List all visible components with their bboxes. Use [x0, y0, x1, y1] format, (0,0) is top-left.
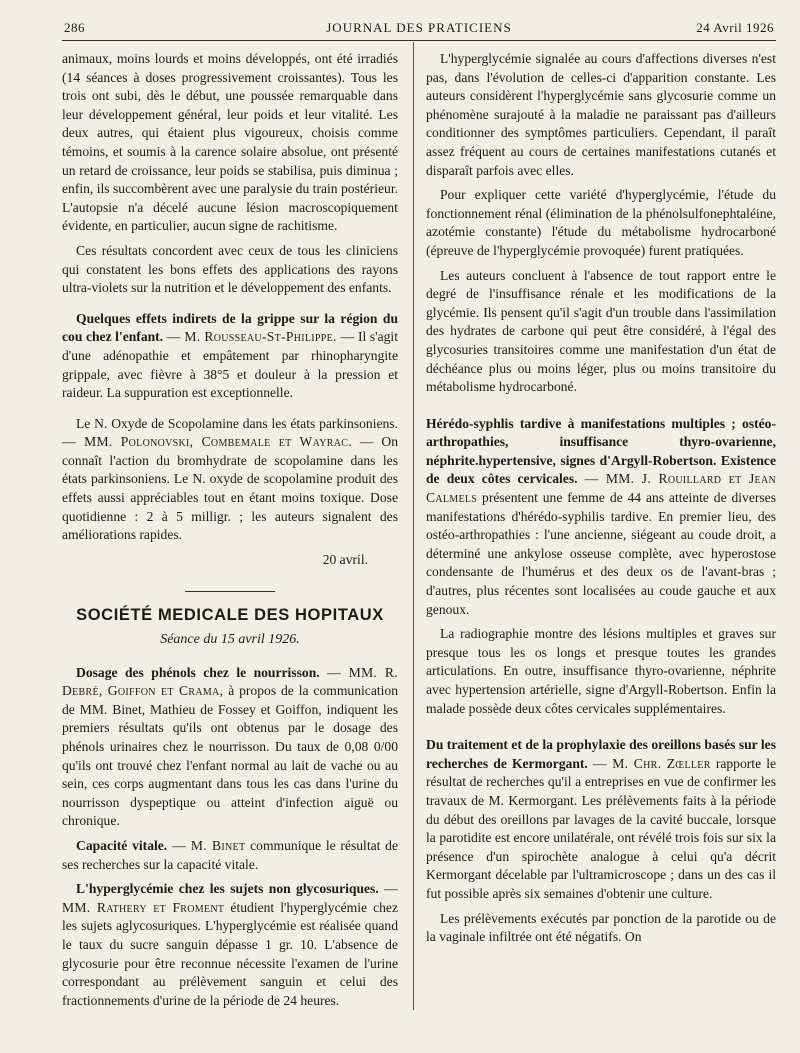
article-author: — MM. Rathery et Froment — [62, 881, 398, 915]
journal-title: JOURNAL DES PRATICIENS — [326, 20, 512, 35]
article-title: Le N. Oxyde de Scopolamine dans les états parkinsoniens. — [76, 415, 398, 431]
running-header — [64, 20, 774, 42]
paragraph: Les auteurs concluent à l'absence de tout rapport entre le degré de l'insuffisance rénale et les modifications de la glycémie. Ils pensent qu'il s'agit d'un trouble dans l'assimilation des hydrates de carbone qui peut être considéré, à l'égal des glycosuries transitoires comme une manifestation d'un état de déchéance plus ou moins léger, plus ou moins transitoire du métabolisme hydrocarboné. — [426, 267, 776, 395]
article-text: présentent une femme de 44 ans atteinte de diverses manifestations d'hérédo-syphilis tardive. En premier lieu, des ostéo-arthropathies : l'une ancienne, siégeant au coude droit, a déterminé une ankylose osseuse complète, avec hyperostose condensante de l'humérus et des deux os de l'avant-bras ; d'autres, plus récentes sont localisées au coude gauche et aux genoux. — [426, 490, 776, 617]
article-author: — MM. Polonovski, Combemale et Wayrac. — [62, 434, 352, 450]
article-author: — M. Rousseau-St-Philippe. — — [166, 329, 355, 345]
article-author: — M. Chr. Zœller — [592, 755, 711, 771]
article-title: Du traitement et de la prophylaxie des oreillons basés sur les recherches de Kermorgant. — [426, 737, 776, 771]
article-scopolamine — [62, 415, 398, 545]
article-text: à propos de la communication de MM. Binet, Mathieu de Fossey et Goiffon, indiquent les premiers résultats qu'ils ont obtenus par le dosage des phénols urinaires chez le nourrisson. Du taux de 0,08 0/00 qu'ils ont trouvé chez l'enfant normal au lait de vache ou au sein, ces corps augmentant dans tous les cas dans l'urine du nourrisson dyspeptique ou atteint d'infection aiguë ou chronique. — [62, 683, 398, 829]
paragraph: Pour expliquer cette variété d'hyperglycémie, l'étude du fonctionnement rénal (élimination de la phénolsulfonephtaléine, azotémie constante) l'étude du métabolisme hydrocarboné (épreuve de l'hyperglycémie provoquée) furent pratiquées. — [426, 187, 776, 258]
article-author: — MM. R. Debré, Goiffon et Crama, — [62, 664, 398, 699]
paragraph: animaux, moins lourds et moins développés, ont été irradiés (14 séances à doses progressivement croissantes). Tous les trois ont subi, dès le début, une poussée remarquable dans leur développement général, leur poids et leur vitalité. Les deux autres, qui étaient plus vigoureux, choisis comme témoins, et soumis à la carence solaire absolue, ont présenté un retard de croissance, leur poids se stabilisa, puis diminua ; enfin, ils succombèrent avec une paralysie du train postérieur. L'autopsie n'a décelé aucune lésion macroscopiquement évidente, en particulier, aucun signe de rachitisme. — [62, 51, 398, 234]
article-heredo-syphilis — [426, 415, 776, 620]
article-title: L'hyperglycémie chez les sujets non glycosuriques. — [76, 881, 379, 897]
article-text: étudient l'hyperglycémie chez les sujets aglycosuriques. L'hyperglycémie est réalisée quand le taux du sucre sanguin dépasse 1 gr. 10. L'absence de glycosurie pour être reconnue nécessite l'examen de l'urine correspondant au prélèvement sanguin et celui des fractionnements d'urine de la période de 24 heures. — [62, 899, 398, 1008]
article-title: Quelques effets indirets de la grippe sur la région du cou chez l'enfant. — [62, 310, 398, 345]
article-capacite — [62, 837, 398, 874]
article-author: — MM. J. Rouillard et Jean Calmels — [426, 471, 776, 506]
article-text: communique le résultat de ses recherches sur la capacité vitale. — [62, 837, 398, 872]
paragraph: Ces résultats concordent avec ceux de tous les cliniciens qui constatent les bons effets des applications des rayons ultra-violets sur la nutrition et le développement des enfants. — [62, 242, 398, 296]
society-heading: SOCIÉTÉ MEDICALE DES HOPITAUX — [76, 606, 384, 625]
article-title: Capacité vitale. — [76, 837, 168, 853]
paragraph: Les prélèvements exécutés par ponction de la parotide ou de la vaginale infiltrée ont été négatifs. On — [426, 910, 776, 945]
article-text: Il s'agit d'une adénopathie et empâtement par rhinopharyngite grippale, avec fièvre à 38°5 et douleur à la pression et raideur. La suppuration est exceptionnelle. — [62, 329, 398, 401]
article-title: Hérédo-syphlis tardive à manifestations multiples ; ostéo-arthropathies, insuffisance thyro-ovarienne, néphrite.hypertensive, signes d'Argyll-Robertson. Existence de deux côtes cervicales. — [426, 415, 776, 487]
article-text: — On connaît l'action du bromhydrate de scopolamine dans les états parkinsoniens. Le N. oxyde de scopolamine produit des effets aussi appréciables tout en étant moins toxique. Dose quotidienne : 2 à 5 milligr. ; les auteurs signalent des améliorations rapides. — [62, 434, 398, 543]
article-text: rapporte le résultat de recherches qu'il a entreprises en vue de confirmer les travaux de M. Kermorgant. Les prélèvements faits à la période du début des oreillons par lavages de la cavité buccale, lorsque la parotidite est encore unilatérale, ont révélé trois fois sur six la présence d'un spirochète analogue à celui qu'a décrit Kermorgant décelable par l'ultramicroscope ; dans un des cas il fut possible après six semaines d'obtenir une culture. — [426, 755, 777, 901]
article-grippe — [62, 310, 398, 403]
paragraph: L'hyperglycémie signalée au cours d'affections diverses n'est pas, dans l'évolution de celles-ci d'apparition constante. Les auteurs considèrent l'hyperglycémie sans glycosurie comme un phénomène surajouté à la maladie ne paraissant pas d'ailleurs conditionner des symptômes particuliers. Cependant, il paraît assez fréquent au cours de certaines manifestations cutanés et disparaît parfois avec elles. — [426, 51, 776, 178]
column-divider — [413, 42, 414, 1010]
article-date: 20 avril. — [322, 551, 368, 567]
right-column — [426, 50, 776, 953]
page-number: 286 — [64, 20, 85, 35]
article-hyperglycemie — [62, 880, 398, 1010]
article-phenols — [62, 664, 398, 831]
left-column — [62, 50, 398, 1016]
article-title: Dosage des phénols chez le nourrisson. — [76, 664, 320, 680]
section-separator — [185, 591, 275, 592]
article-oreillons — [426, 736, 776, 903]
paragraph: La radiographie montre des lésions multiples et graves sur presque tous les os longs et presque toutes les grandes articulations. En outre, insuffisance thyro-ovarienne, néphrite avec hypertension artérielle, signe d'Argyll-Robertson. Enfin la malade possède deux côtes cervicales supplémentaires. — [426, 626, 776, 716]
header-rule — [62, 40, 776, 41]
seance-date: Séance du 15 avril 1926. — [160, 632, 300, 648]
article-author: — M. Binet — [171, 837, 246, 853]
issue-date: 24 Avril 1926 — [696, 20, 774, 35]
